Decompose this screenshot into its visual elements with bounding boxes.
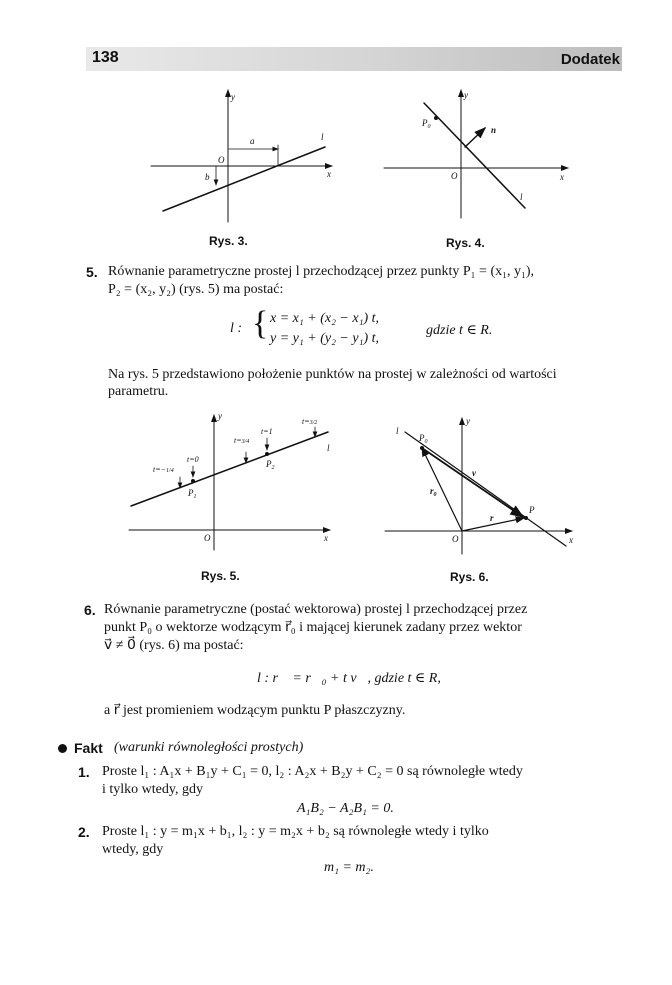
item5-brace: { [252, 305, 269, 342]
rys3-l-label: l [321, 132, 324, 142]
figure-rys4 [384, 90, 568, 218]
fakt-item1-line2: i tylko wtedy, gdy [102, 782, 203, 797]
item5-line1: Równanie parametryczne prostej l przechodzącej przez punkty P₁ = (x₁, y₁), [108, 264, 535, 279]
rys5-t1: t=1 [261, 427, 273, 436]
fakt-item2-line1: Proste l₁ : y = m₁x + b₁, l₂ : y = m₂x + b₂ są równoległe wtedy i tylko [102, 824, 489, 839]
caption-rys6: Rys. 6. [450, 570, 489, 584]
rys6-origin-label: O [452, 534, 459, 544]
fakt-item1-equation: A₁B₂ − A₂B₁ = 0. [297, 801, 394, 816]
rys6-point-p [524, 516, 528, 520]
rys4-point-p0 [434, 116, 438, 120]
item5-line2: P₂ = (x₂, y₂) (rys. 5) ma postać: [108, 282, 284, 297]
rys5-p1-label: $P_1$ [188, 488, 197, 500]
caption-rys5: Rys. 5. [201, 569, 240, 583]
rys6-point-p0 [420, 446, 424, 450]
rys5-point-p1 [191, 479, 195, 483]
item5-eq-condition: gdzie t ∈ R. [426, 323, 493, 338]
rys6-p-label: P [529, 505, 535, 515]
rys4-p0-label: $P_0$ [422, 118, 431, 130]
fakt-subtitle: (warunki równoległości prostych) [114, 740, 304, 755]
rys5-y-label: y [218, 411, 222, 421]
rys4-origin-label: O [451, 171, 458, 181]
rys5-t-minus-quarter: t=−1/4 [153, 465, 174, 474]
rys6-p0-label: $P_0$ [419, 433, 428, 445]
rys6-l-label: l [396, 426, 399, 436]
rys5-t-three-quarters: t=3/4 [234, 436, 250, 445]
rys6-v-label: v [472, 468, 476, 478]
rys6-y-label: y [466, 416, 470, 426]
figure-rys6 [385, 416, 573, 554]
rys5-origin-label: O [204, 533, 211, 543]
fakt-item1-number: 1. [78, 764, 90, 780]
fakt-item2-number: 2. [78, 824, 90, 840]
rys5-x-label: x [324, 533, 328, 543]
rys4-x-label: x [560, 172, 564, 182]
item6-line2: punkt P₀ o wektorze wodzącym r⃗₀ i mającej kierunek zadany przez wektor [104, 620, 522, 635]
item5-eq1: x = x₁ + (x₂ − x₁) t, [270, 311, 380, 326]
rys4-y-label: y [464, 90, 468, 100]
rys4-l-label: l [520, 192, 523, 202]
rys3-y-label: y [231, 92, 235, 102]
item5-number: 5. [86, 264, 98, 280]
rys5-p2-label: $P_2$ [266, 459, 275, 471]
item5-note-line2: parametru. [108, 384, 169, 399]
chapter-title: Dodatek [560, 51, 620, 68]
figure-rys3 [151, 90, 332, 222]
rys6-x-label: x [569, 535, 573, 545]
item5-eq-prefix: l : [230, 321, 243, 336]
rys5-point-p2 [265, 452, 269, 456]
item5-eq2: y = y₁ + (y₂ − y₁) t, [270, 331, 380, 346]
rys5-t-three-halves: t=3/2 [302, 417, 318, 426]
rys4-n-label: n [491, 125, 497, 135]
page-number: 138 [92, 49, 119, 66]
caption-rys3: Rys. 3. [209, 234, 248, 248]
item6-line3: v⃗ ≠ 0⃗ (rys. 6) ma postać: [104, 638, 244, 653]
item6-equation: l : r⃗ = r⃗₀ + t v⃗, gdzie t ∈ R, [257, 671, 441, 686]
item6-number: 6. [84, 602, 96, 618]
item6-note: a r⃗ jest promieniem wodzącym punktu P płaszczyzny. [104, 703, 406, 718]
rys6-r0-label: $r_0$ [430, 486, 437, 498]
rys6-r-label: r [490, 513, 494, 523]
fakt-item1-line1: Proste l₁ : A₁x + B₁y + C₁ = 0, l₂ : A₂x + B₂y + C₂ = 0 są równoległe wtedy [102, 764, 523, 779]
rys5-l-label: l [327, 443, 330, 453]
figure-rys5 [129, 411, 330, 550]
rys5-t0: t=0 [187, 455, 199, 464]
fakt-item2-line2: wtedy, gdy [102, 842, 164, 857]
caption-rys4: Rys. 4. [446, 236, 485, 250]
item6-line1: Równanie parametryczne (postać wektorowa) prostej l przechodzącej przez [104, 602, 528, 617]
rys3-origin-label: O [218, 155, 225, 165]
rys3-a-label: a [250, 136, 255, 146]
item5-note-line1: Na rys. 5 przedstawiono położenie punktów na prostej w zależności od wartości [108, 367, 557, 382]
rys3-b-label: b [205, 172, 210, 182]
rys3-x-label: x [327, 169, 331, 179]
fakt-item2-equation: m₁ = m₂. [324, 860, 374, 875]
fakt-bullet [58, 744, 67, 753]
fakt-title: Fakt [74, 740, 103, 756]
